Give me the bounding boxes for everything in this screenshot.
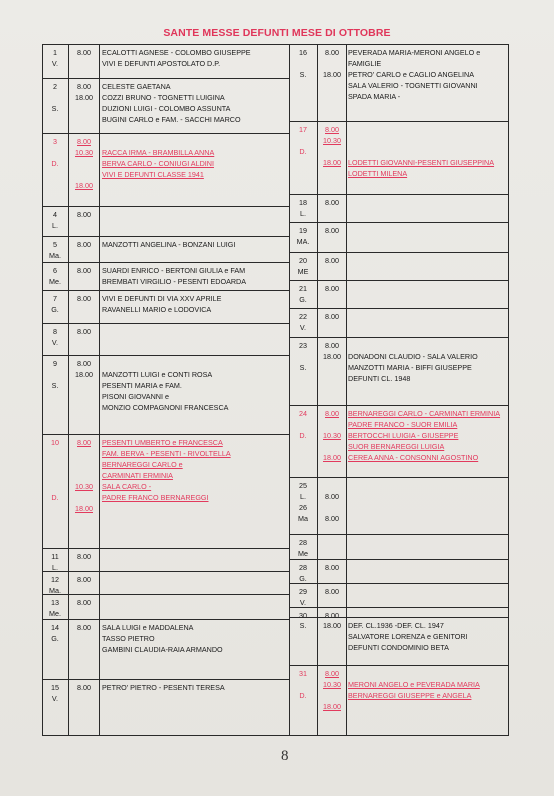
day-label: V. — [51, 338, 59, 347]
intention-text: BERTOCCHI LUIGIA - GIUSEPPE — [348, 431, 459, 440]
day-label: 20 — [299, 256, 307, 265]
day-label: S. — [51, 104, 59, 113]
intention-text: PESENTI MARIA e FAM. — [102, 381, 182, 390]
day-label: 17 — [299, 125, 307, 134]
mass-time: 8.00 — [77, 598, 91, 607]
mass-time: 10.30 — [323, 136, 341, 145]
mass-time: 8.00 — [77, 327, 91, 336]
intention-text: MANZOTTI MARIA - BIFFI GIUSEPPE — [348, 363, 472, 372]
day-label: G. — [51, 634, 59, 643]
day-label: 1 — [53, 48, 57, 57]
day-label: 30 — [299, 611, 307, 620]
intention-text: SUARDI ENRICO - BERTONI GIULIA e FAM — [102, 266, 246, 275]
mass-time: 10.30 — [323, 431, 341, 440]
day-label: D. — [299, 147, 307, 156]
mass-time: 8.00 — [325, 587, 339, 596]
day-label: 15 — [51, 683, 59, 692]
intention-text: ECALOTTI AGNESE - COLOMBO GIUSEPPE — [102, 48, 251, 57]
day-row — [43, 323, 289, 356]
mass-time: 10.30 — [323, 680, 341, 689]
day-label: S. — [299, 363, 307, 372]
intention-text: RACCA IRMA - BRAMBILLA ANNA — [102, 148, 215, 157]
intention-text: DEFUNTI CL. 1948 — [348, 374, 411, 383]
day-row — [43, 571, 289, 595]
intention-text: MERONI ANGELO e PEVERADA MARIA — [348, 680, 480, 689]
intention-text: BREMBATI VIRGILIO - PESENTI EDOARDA — [102, 277, 247, 286]
mass-time: 8.00 — [325, 341, 339, 350]
day-label: Ma. — [49, 251, 61, 260]
mass-time: 8.00 — [325, 563, 339, 572]
intention-text: PADRE FRANCO - SUOR EMILIA — [348, 420, 458, 429]
day-label: V. — [51, 59, 59, 68]
intention-text: BERVA CARLO - CONIUGI ALDINI — [102, 159, 214, 168]
day-label: S. — [51, 381, 59, 390]
intention-text: PETRO' CARLO e CAGLIO ANGELINA — [348, 70, 474, 79]
day-label: 18 — [299, 198, 307, 207]
day-label: Me. — [49, 277, 61, 286]
day-label: 4 — [53, 210, 57, 219]
mass-time: 8.00 — [77, 623, 91, 632]
day-label: 6 — [53, 266, 57, 275]
day-label: Me — [298, 549, 308, 558]
day-label: 9 — [53, 359, 57, 368]
day-label: D. — [299, 691, 307, 700]
day-label: D. — [51, 493, 59, 502]
day-label: 22 — [299, 312, 307, 321]
day-label: 16 — [299, 48, 307, 57]
day-row — [43, 236, 289, 263]
day-label: Me. — [49, 609, 61, 618]
day-label: 25 — [299, 481, 307, 490]
day-row — [43, 78, 289, 134]
intention-text: BERNAREGGI GIUSEPPE e ANGELA — [348, 691, 472, 700]
mass-time: 8.00 — [325, 514, 339, 523]
day-label: 26 — [299, 503, 307, 512]
intention-text: CEREA ANNA - CONSONNI AGOSTINO — [348, 453, 479, 462]
intention-text: DUZIONI LUIGI - COLOMBO ASSUNTA — [102, 104, 231, 113]
intention-text: FAM. BERVA - PESENTI - RIVOLTELLA — [102, 449, 231, 458]
intention-text: PISONI GIOVANNI e — [102, 392, 169, 401]
day-label: 13 — [51, 598, 59, 607]
mass-time: 18.00 — [75, 370, 93, 379]
day-row — [43, 262, 289, 291]
mass-time: 18.00 — [323, 158, 341, 167]
intention-text: PESENTI UMBERTO e FRANCESCA — [102, 438, 223, 447]
intention-text: SALA CARLO - — [102, 482, 152, 491]
mass-time: 8.00 — [325, 312, 339, 321]
mass-time: 8.00 — [77, 210, 91, 219]
day-label: 21 — [299, 284, 307, 293]
intention-text: MONZIO COMPAGNONI FRANCESCA — [102, 403, 229, 412]
day-row — [290, 405, 508, 478]
day-label: V. — [51, 694, 59, 703]
mass-time: 8.00 — [77, 48, 91, 57]
day-label: ME — [297, 267, 309, 276]
intention-text: BERNAREGGI CARLO e — [102, 460, 183, 469]
day-label: V. — [299, 323, 307, 332]
mass-time: 18.00 — [323, 453, 341, 462]
day-row — [43, 290, 289, 324]
day-label: Ma. — [49, 586, 61, 595]
intention-text: RAVANELLI MARIO e LODOVICA — [102, 305, 212, 314]
mass-time: 18.00 — [323, 621, 341, 630]
intention-text: SALA VALERIO - TOGNETTI GIOVANNI — [348, 81, 478, 90]
day-row — [43, 679, 289, 736]
day-row — [290, 534, 508, 560]
day-label: G. — [51, 305, 59, 314]
day-label: D. — [299, 431, 307, 440]
mass-time: 8.00 — [325, 256, 339, 265]
mass-time: 8.00 — [325, 226, 339, 235]
day-row — [43, 45, 289, 78]
day-row — [290, 252, 508, 281]
day-row — [43, 355, 289, 435]
intention-text: SUOR BERNAREGGI LUIGIA — [348, 442, 445, 451]
day-label: 10 — [51, 438, 59, 447]
mass-time: 8.00 — [77, 359, 91, 368]
mass-time: 8.00 — [77, 575, 91, 584]
day-row — [290, 194, 508, 223]
day-row — [290, 559, 508, 584]
day-row — [290, 617, 508, 666]
mass-time: 18.00 — [75, 93, 93, 102]
calendar-left-column — [42, 44, 290, 736]
mass-time: 8.00 — [325, 492, 339, 501]
day-label: 3 — [53, 137, 57, 146]
day-label: D. — [51, 159, 59, 168]
mass-time: 8.00 — [325, 125, 339, 134]
day-label: MA. — [296, 237, 310, 246]
mass-time: 8.00 — [77, 82, 91, 91]
day-label: 28 — [299, 563, 307, 572]
day-row — [290, 477, 508, 535]
day-label: 2 — [53, 82, 57, 91]
mass-time: 18.00 — [75, 181, 93, 190]
intention-text: VIVI E DEFUNTI CLASSE 1941 — [102, 170, 204, 179]
day-label: V. — [299, 598, 307, 607]
mass-time: 8.00 — [77, 438, 91, 447]
mass-time: 8.00 — [77, 137, 91, 146]
mass-time: 8.00 — [77, 266, 91, 275]
day-label: 23 — [299, 341, 307, 350]
page-title: SANTE MESSE DEFUNTI MESE DI OTTOBRE — [163, 27, 391, 39]
day-row — [43, 548, 289, 572]
intention-text: SALA LUIGI e MADDALENA — [102, 623, 194, 632]
intention-text: DEF. CL.1936 -DEF. CL. 1947 — [348, 621, 444, 630]
mass-time: 8.00 — [325, 409, 339, 418]
intention-text: PETRO' PIETRO - PESENTI TERESA — [102, 683, 225, 692]
day-row — [290, 337, 508, 406]
intention-text: LODETTI GIOVANNI-PESENTI GIUSEPPINA — [348, 158, 495, 167]
day-label: 5 — [53, 240, 57, 249]
day-label: 12 — [51, 575, 59, 584]
day-row — [290, 665, 508, 736]
mass-time: 18.00 — [323, 352, 341, 361]
mass-time: 8.00 — [325, 611, 339, 620]
intention-text: MANZOTTI LUIGI e CONTI ROSA — [102, 370, 213, 379]
day-label: 14 — [51, 623, 59, 632]
day-label: 8 — [53, 327, 57, 336]
intention-text: COZZI BRUNO - TOGNETTI LUIGINA — [102, 93, 225, 102]
intention-text: PEVERADA MARIA-MERONI ANGELO e — [348, 48, 481, 57]
intention-text: FAMIGLIE — [348, 59, 382, 68]
intention-text: SPADA MARIA - — [348, 92, 401, 101]
mass-time: 18.00 — [323, 702, 341, 711]
intention-text: SALVATORE LORENZA e GENITORI — [348, 632, 468, 641]
intention-text: MANZOTTI ANGELINA - BONZANI LUIGI — [102, 240, 236, 249]
mass-time: 8.00 — [325, 48, 339, 57]
mass-time: 18.00 — [75, 504, 93, 513]
mass-time: 8.00 — [77, 683, 91, 692]
day-row — [290, 280, 508, 309]
day-label: S. — [299, 621, 307, 630]
calendar-right-column — [289, 44, 509, 736]
day-row — [290, 45, 508, 121]
day-label: L. — [52, 563, 58, 572]
day-label: L. — [300, 492, 306, 501]
day-row — [43, 619, 289, 680]
mass-time: 8.00 — [325, 198, 339, 207]
day-row — [290, 121, 508, 195]
intention-text: DONADONI CLAUDIO - SALA VALERIO — [348, 352, 478, 361]
intention-text: PADRE FRANCO BERNAREGGI — [102, 493, 209, 502]
day-label: Ma — [298, 514, 308, 523]
day-label: 11 — [51, 552, 59, 561]
day-row — [43, 133, 289, 207]
intention-text: VIVI E DEFUNTI APOSTOLATO D.P. — [102, 59, 221, 68]
day-label: L. — [52, 221, 58, 230]
day-label: 29 — [299, 587, 307, 596]
mass-time: 10.30 — [75, 482, 93, 491]
day-label: 19 — [299, 226, 307, 235]
day-label: 24 — [299, 409, 307, 418]
intention-text: CELESTE GAETANA — [102, 82, 171, 91]
day-label: L. — [300, 209, 306, 218]
day-row — [290, 308, 508, 338]
mass-time: 8.00 — [77, 552, 91, 561]
page-number: 8 — [281, 748, 289, 764]
mass-time: 10.30 — [75, 148, 93, 157]
day-label: G. — [299, 574, 307, 583]
intention-text: VIVI E DEFUNTI DI VIA XXV APRILE — [102, 294, 222, 303]
day-row — [43, 594, 289, 620]
day-row — [43, 434, 289, 549]
day-row — [290, 583, 508, 608]
intention-text: GAMBINI CLAUDIA-RAIA ARMANDO — [102, 645, 223, 654]
intention-text: TASSO PIETRO — [102, 634, 155, 643]
day-label: 7 — [53, 294, 57, 303]
day-label: S. — [299, 70, 307, 79]
day-label: G. — [299, 295, 307, 304]
mass-time: 8.00 — [325, 669, 339, 678]
intention-text: CARMINATI ERMINIA — [102, 471, 173, 480]
mass-time: 18.00 — [323, 70, 341, 79]
intention-text: LODETTI MILENA — [348, 169, 408, 178]
intention-text: BUGINI CARLO e FAM. - SACCHI MARCO — [102, 115, 241, 124]
intention-text: BERNAREGGI CARLO - CARMINATI ERMINIA — [348, 409, 501, 418]
intention-text: DEFUNTI CONDOMINIO BETA — [348, 643, 449, 652]
mass-time: 8.00 — [77, 240, 91, 249]
day-label: 28 — [299, 538, 307, 547]
day-row — [43, 206, 289, 237]
mass-time: 8.00 — [325, 284, 339, 293]
day-label: 31 — [299, 669, 307, 678]
mass-time: 8.00 — [77, 294, 91, 303]
day-row — [290, 222, 508, 253]
